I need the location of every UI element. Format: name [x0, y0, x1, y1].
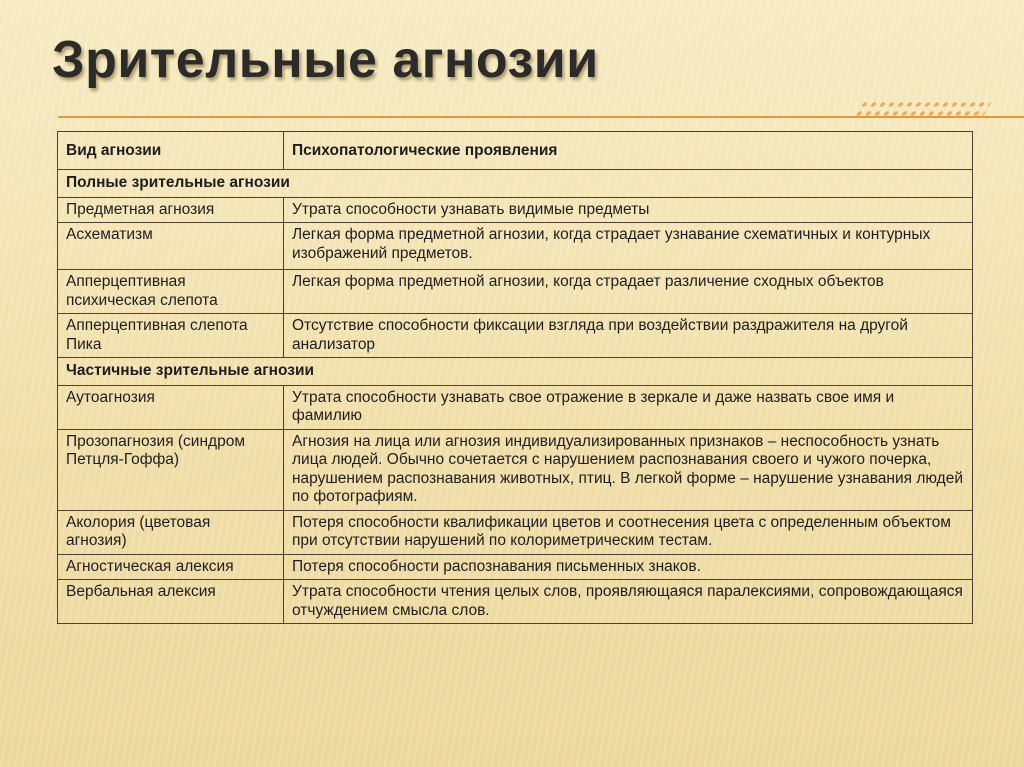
table-row [58, 197, 973, 223]
table-row [58, 580, 973, 624]
decorative-dots [853, 100, 992, 116]
agnosia-description: Легкая форма предметной агнозии, когда страдает узнавание схематичных и контурных изображений предметов. [284, 223, 973, 270]
header-type: Вид агнозии [58, 132, 284, 170]
agnosia-description: Утрата способности узнавать свое отражение в зеркале и даже назвать свое имя и фамилию [284, 385, 973, 429]
table-row [58, 223, 973, 270]
agnosia-description: Потеря способности квалификации цветов и соотнесения цвета с определенным объектом при отсутствии нарушений по колориметрическим тестам. [284, 510, 973, 554]
agnosia-type: Апперцептивная психическая слепота [58, 270, 284, 314]
agnosia-description: Потеря способности распознавания письменных знаков. [284, 554, 973, 580]
agnosia-description: Агнозия на лица или агнозия индивидуализированных признаков – неспособность узнать лица людей. Обычно сочетается с нарушением распознавания своего и чужого почерка, нарушением распознавания животных, птиц. В легкой форме – нарушение узнавания людей по фотографиям. [284, 429, 973, 510]
agnosia-description: Утрата способности чтения целых слов, проявляющаяся паралексиями, сопровождающаяся отчуждением смысла слов. [284, 580, 973, 624]
table-row [58, 270, 973, 314]
title-underline [58, 116, 1024, 118]
table-row [58, 314, 973, 358]
agnosia-type: Прозопагнозия (синдром Петцля-Гоффа) [58, 429, 284, 510]
section-row-partial [58, 358, 973, 386]
section-title: Полные зрительные агнозии [58, 170, 973, 198]
agnosia-type: Аутоагнозия [58, 385, 284, 429]
agnosia-type: Предметная агнозия [58, 197, 284, 223]
table-header-row [58, 132, 973, 170]
table-row [58, 429, 973, 510]
agnosia-description: Отсутствие способности фиксации взгляда при воздействии раздражителя на другой анализатор [284, 314, 973, 358]
table-row [58, 385, 973, 429]
table-row [58, 554, 973, 580]
agnosia-type: Агностическая алексия [58, 554, 284, 580]
agnosia-type: Асхематизм [58, 223, 284, 270]
section-row-full [58, 170, 973, 198]
agnosia-description: Легкая форма предметной агнозии, когда страдает различение сходных объектов [284, 270, 973, 314]
agnosia-table [57, 131, 973, 624]
agnosia-description: Утрата способности узнавать видимые предметы [284, 197, 973, 223]
header-manifestations: Психопатологические проявления [284, 132, 973, 170]
agnosia-type: Вербальная алексия [58, 580, 284, 624]
agnosia-type: Аколория (цветовая агнозия) [58, 510, 284, 554]
section-title: Частичные зрительные агнозии [58, 358, 973, 386]
slide-title: Зрительные агнозии [52, 31, 599, 89]
table-row [58, 510, 973, 554]
agnosia-type: Апперцептивная слепота Пика [58, 314, 284, 358]
